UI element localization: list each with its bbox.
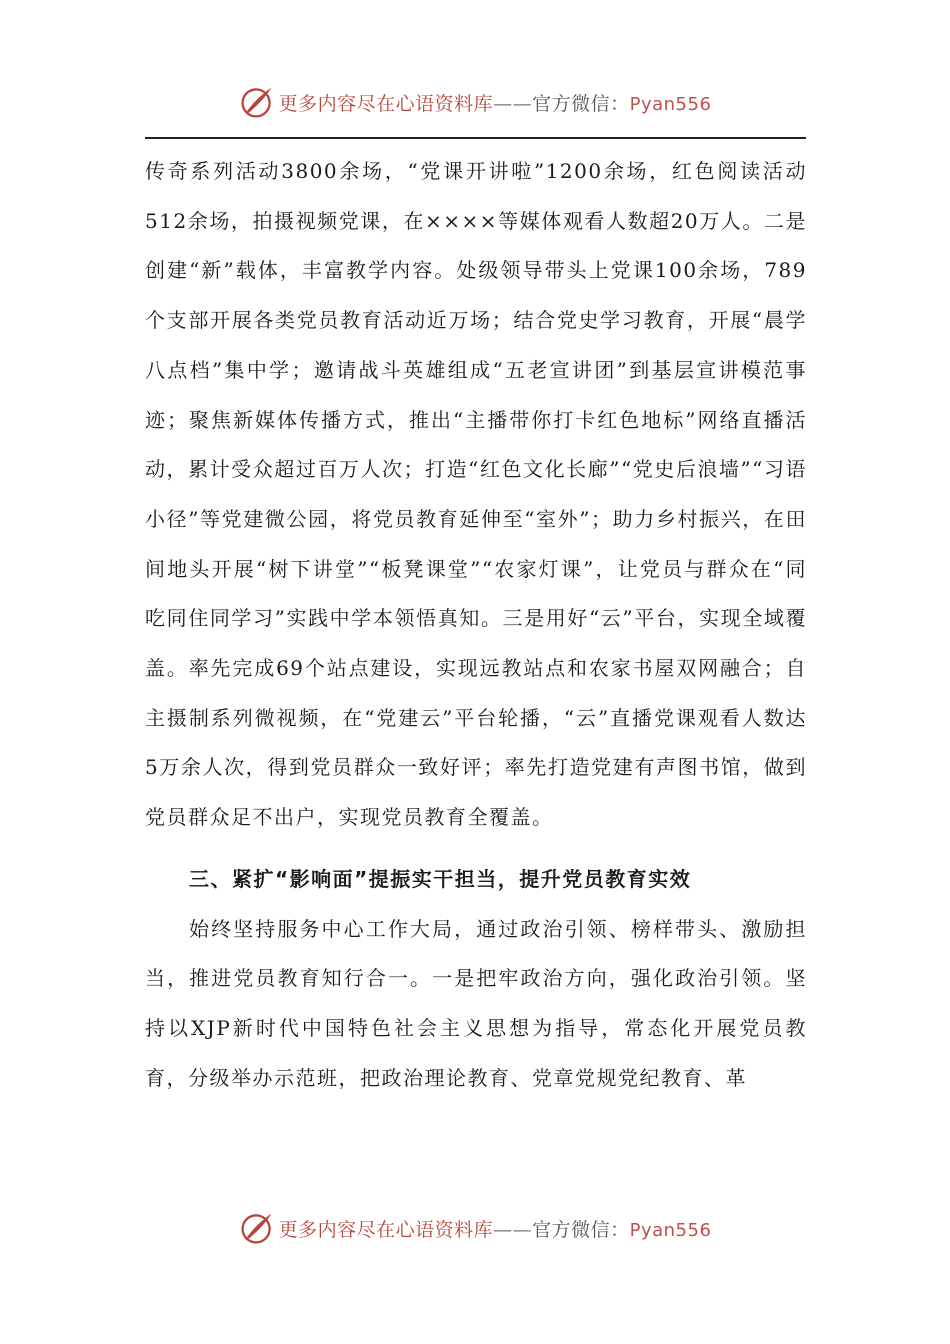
- section-heading-3: 三、紧扩“影响面”提振实干担当，提升党员教育实效: [189, 866, 692, 891]
- footer-wechat-label: 官方微信：: [532, 1218, 630, 1241]
- quill-logo-icon: [239, 84, 275, 120]
- header-site-name: 更多内容尽在心语资料库: [278, 92, 494, 115]
- body-paragraph-1: 传奇系列活动3800余场，“党课开讲啦”1200余场，红色阅读活动512余场，拍摄视频党课，在××××等媒体观看人数超20万人。二是创建“新”载体，丰富教学内容。处级领导带头上党课100余场，789个支部开展各类党员教育活动近万场；结合党史学习教育，开展“晨学八点档”集中学；邀请战斗英雄组成“五老宣讲团”到基层宣讲模范事迹；聚焦新媒体传播方式，推出“主播带你打卡红色地标”网络直播活动，累计受众超过百万人次；打造“红色文化长廊”“党史后浪墙”“习语小径”等党建微公园，将党员教育延伸至“室外”；助力乡村振兴，在田间地头开展“树下讲堂”“板凳课堂”“农家灯课”，让党员与群众在“同吃同住同学习”实践中学本领悟真知。三是用好“云”平台，实现全域覆盖。率先完成69个站点建设，实现远教站点和农家书屋双网融合；自主摄制系列微视频，在“党建云”平台轮播，“云”直播党课观看人数达5万余人次，得到党员群众一致好评；率先打造党建有声图书馆，做到党员群众足不出户，实现党员教育全覆盖。: [145, 159, 807, 830]
- header-divider: [145, 137, 806, 139]
- footer-banner: [0, 1206, 950, 1250]
- footer-site-name: 更多内容尽在心语资料库: [278, 1218, 494, 1241]
- document-body: [145, 147, 807, 1103]
- footer-text: [279, 1215, 712, 1242]
- header-wechat-id: Pyan556: [629, 93, 712, 115]
- footer-wechat-id: Pyan556: [629, 1219, 712, 1241]
- header-separator: ——: [493, 92, 533, 115]
- quill-logo-icon: [239, 1210, 275, 1246]
- footer-separator: ——: [493, 1218, 533, 1241]
- header-banner: [0, 80, 950, 124]
- header-text: [279, 89, 712, 116]
- body-paragraph-2: 始终坚持服务中心工作大局，通过政治引领、榜样带头、激励担当，推进党员教育知行合一。一是把牢政治方向，强化政治引领。坚持以XJP新时代中国特色社会主义思想为指导，常态化开展党员教育，分级举办示范班，把政治理论教育、党章党规党纪教育、革: [145, 916, 807, 1090]
- header-wechat-label: 官方微信：: [532, 92, 630, 115]
